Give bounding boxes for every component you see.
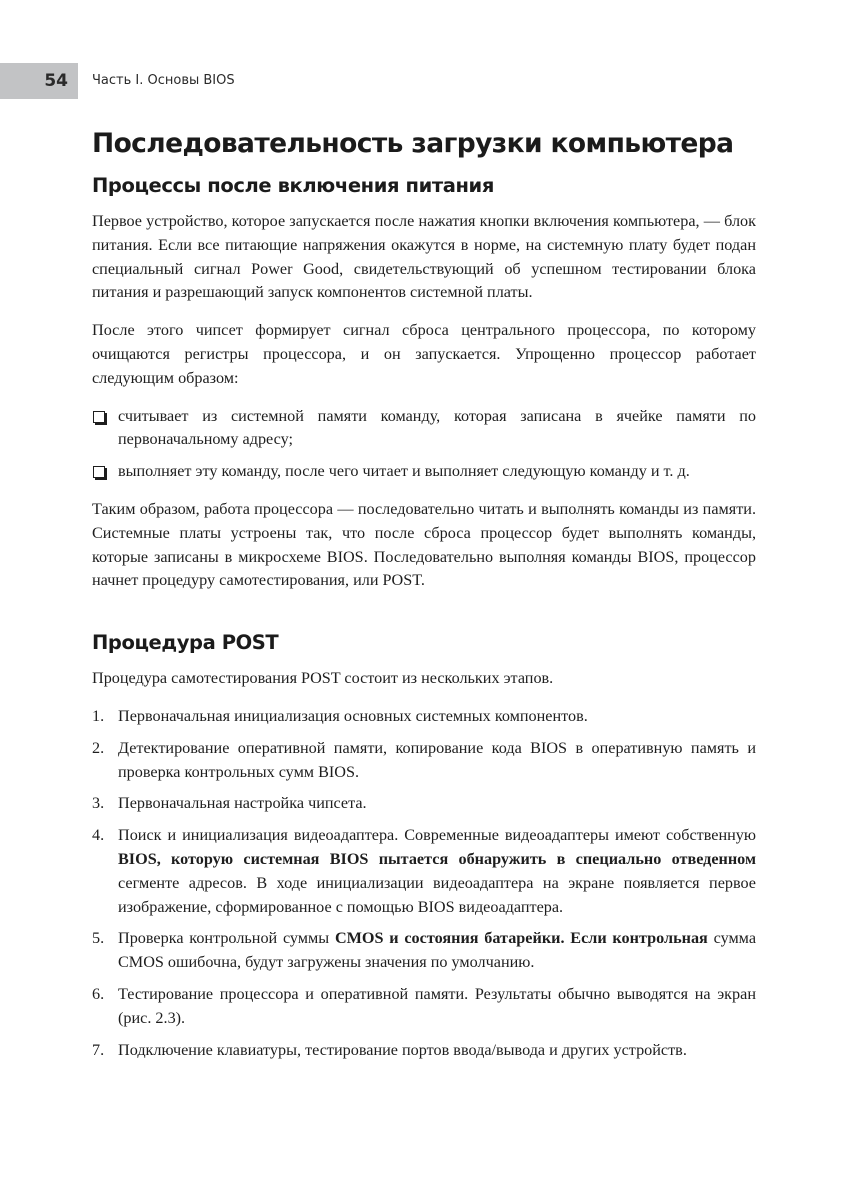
item-text: Проверка контрольной суммы	[118, 929, 335, 948]
bullet-item	[92, 460, 756, 484]
item-number: 1.	[92, 706, 105, 725]
list-item	[92, 983, 756, 1031]
bullet-item	[92, 405, 756, 453]
item-text-bold: BIOS, которую системная BIOS пытается обнаружить в специально отведенном	[118, 849, 756, 868]
item-text: Поиск и инициализация видеоадаптера. Современные видеоадаптеры имеют собственную	[118, 826, 756, 845]
list-item	[92, 737, 756, 785]
page-content	[92, 122, 756, 1070]
bullet-text: считывает из системной памяти команду, которая записана в ячейке памяти по первоначальному адресу;	[118, 406, 756, 449]
list-item	[92, 927, 756, 975]
page-number: 54	[0, 63, 78, 99]
item-number: 3.	[92, 794, 105, 813]
item-text: Подключение клавиатуры, тестирование портов ввода/вывода и других устройств.	[118, 1040, 687, 1059]
list-item	[92, 824, 756, 919]
checkbox-bullet-icon	[93, 411, 105, 423]
running-title: Часть I. Основы BIOS	[92, 73, 235, 88]
numbered-list	[92, 705, 756, 1062]
item-number: 5.	[92, 929, 105, 948]
section-heading-power-on: Процессы после включения питания	[92, 174, 494, 197]
item-text: Тестирование процессора и оперативной памяти. Результаты обычно выводятся на экран (рис. 2.3).	[118, 984, 756, 1027]
list-item	[92, 1039, 756, 1063]
list-item	[92, 792, 756, 816]
chapter-heading: Последовательность загрузки компьютера	[92, 128, 734, 159]
section-heading-post: Процедура POST	[92, 631, 279, 655]
paragraph: Процедура самотестирования POST состоит из нескольких этапов.	[92, 669, 554, 688]
paragraph: Первое устройство, которое запускается после нажатия кнопки включения компьютера, — блок питания. Если все питающие напряжения окажутся в норме, на системную плату будет подан специальный сигнал Power Good, свидетельствующий об успешном тестировании блока питания и разрешающий запуск компонентов системной платы.	[92, 212, 756, 302]
item-text: сумма CMOS ошибочна, будут загружены значения по умолчанию.	[118, 929, 757, 972]
item-text: Первоначальная настройка чипсета.	[118, 794, 367, 813]
item-text: сегменте адресов. В ходе инициализации видеоадаптера на экране появляется первое изображение, сформированное с помощью BIOS видеоадаптера.	[118, 873, 756, 916]
bullet-text: выполняет эту команду, после чего читает и выполняет следующую команду и т. д.	[118, 462, 690, 481]
item-number: 7.	[92, 1040, 105, 1059]
item-number: 2.	[92, 738, 105, 757]
checkbox-bullet-icon	[93, 466, 105, 478]
item-number: 6.	[92, 984, 105, 1003]
paragraph: Таким образом, работа процессора — последовательно читать и выполнять команды из памяти. Системные платы устроены так, что после сброса процессор будет выполнять команды, которые записаны в микросхеме BIOS. Последовательно выполняя команды BIOS, процессор начнет процедуру самотестирования, или POST.	[92, 499, 756, 590]
running-head	[0, 63, 841, 99]
bullet-list	[92, 405, 756, 484]
list-item	[92, 705, 756, 729]
item-number: 4.	[92, 826, 105, 845]
item-text: Первоначальная инициализация основных системных компонентов.	[118, 706, 588, 725]
item-text: Детектирование оперативной памяти, копирование кода BIOS в оперативную память и проверка контрольных сумм BIOS.	[118, 738, 756, 781]
paragraph: После этого чипсет формирует сигнал сброса центрального процессора, по которому очищаются регистры процессора, и он запускается. Упрощенно процессор работает следующим образом:	[92, 321, 756, 387]
item-text-bold: CMOS и состояния батарейки. Если контрольная	[334, 929, 708, 948]
